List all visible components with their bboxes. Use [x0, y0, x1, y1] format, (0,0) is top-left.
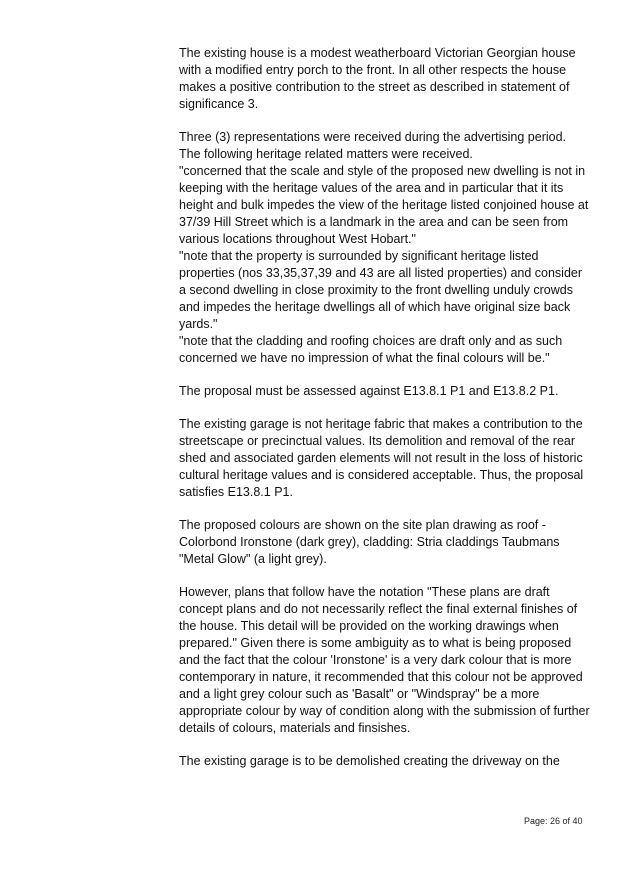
- text-line: yards.": [179, 317, 218, 331]
- text-line: satisfies E13.8.1 P1.: [179, 485, 293, 499]
- text-line: 37/39 Hill Street which is a landmark in the area and can be seen from: [179, 215, 569, 229]
- paragraph-proposed-colours: [179, 517, 589, 568]
- paragraph-representations: [179, 129, 589, 367]
- text-line: with a modified entry porch to the front. In all other respects the house: [179, 63, 567, 77]
- text-line: The following heritage related matters were received.: [179, 147, 473, 161]
- paragraph-assessment-criteria: [179, 383, 589, 400]
- body-text: [179, 45, 589, 786]
- text-line: "note that the property is surrounded by significant heritage listed: [179, 249, 539, 263]
- text-line: keeping with the heritage values of the area and in particular that it its: [179, 181, 564, 195]
- text-line: The proposed colours are shown on the site plan drawing as roof -: [179, 518, 546, 532]
- text-line: concept plans and do not necessarily reflect the final external finishes of: [179, 602, 578, 616]
- text-line: The existing garage is not heritage fabric that makes a contribution to the: [179, 417, 583, 431]
- text-line: shed and associated garden elements will not result in the loss of historic: [179, 451, 583, 465]
- text-line: height and bulk impedes the view of the heritage listed conjoined house at: [179, 198, 589, 212]
- text-line: a second dwelling in close proximity to the front dwelling unduly crowds: [179, 283, 573, 297]
- text-line: However, plans that follow have the notation "These plans are draft: [179, 585, 550, 599]
- text-line: appropriate colour by way of condition along with the submission of further: [179, 704, 590, 718]
- text-line: properties (nos 33,35,37,39 and 43 are all listed properties) and consider: [179, 266, 583, 280]
- text-line: "concerned that the scale and style of the proposed new dwelling is not in: [179, 164, 586, 178]
- text-line: Colorbond Ironstone (dark grey), cladding: Stria claddings Taubmans: [179, 535, 560, 549]
- page-number: Page: 26 of 40: [524, 816, 583, 826]
- paragraph-garage-demolition: [179, 416, 589, 501]
- paragraph-existing-house: [179, 45, 589, 113]
- text-line: The existing garage is to be demolished creating the driveway on the: [179, 754, 560, 768]
- text-line: "Metal Glow" (a light grey).: [179, 552, 327, 566]
- text-line: details of colours, materials and finsishes.: [179, 721, 411, 735]
- text-line: contemporary in nature, it recommended that this colour not be approved: [179, 670, 583, 684]
- text-line: and a light grey colour such as 'Basalt" or "Windspray" be a more: [179, 687, 540, 701]
- text-line: Three (3) representations were received during the advertising period.: [179, 130, 567, 144]
- text-line: the house. This detail will be provided on the working drawings when: [179, 619, 559, 633]
- text-line: concerned we have no impression of what the final colours will be.": [179, 351, 550, 365]
- text-line: various locations throughout West Hobart.": [179, 232, 416, 246]
- text-line: "note that the cladding and roofing choices are draft only and as such: [179, 334, 563, 348]
- text-line: cultural heritage values and is considered acceptable. Thus, the proposal: [179, 468, 584, 482]
- text-line: prepared." Given there is some ambiguity as to what is being proposed: [179, 636, 572, 650]
- text-line: The existing house is a modest weatherboard Victorian Georgian house: [179, 46, 576, 60]
- text-line: and impedes the heritage dwellings all of which have original size back: [179, 300, 571, 314]
- text-line: makes a positive contribution to the street as described in statement of: [179, 80, 570, 94]
- text-line: The proposal must be assessed against E13.8.1 P1 and E13.8.2 P1.: [179, 384, 559, 398]
- text-line: significance 3.: [179, 97, 259, 111]
- paragraph-colour-recommendation: [179, 584, 589, 737]
- text-line: streetscape or precinctual values. Its demolition and removal of the rear: [179, 434, 576, 448]
- text-line: and the fact that the colour 'Ironstone' is a very dark colour that is more: [179, 653, 572, 667]
- paragraph-driveway: [179, 753, 589, 770]
